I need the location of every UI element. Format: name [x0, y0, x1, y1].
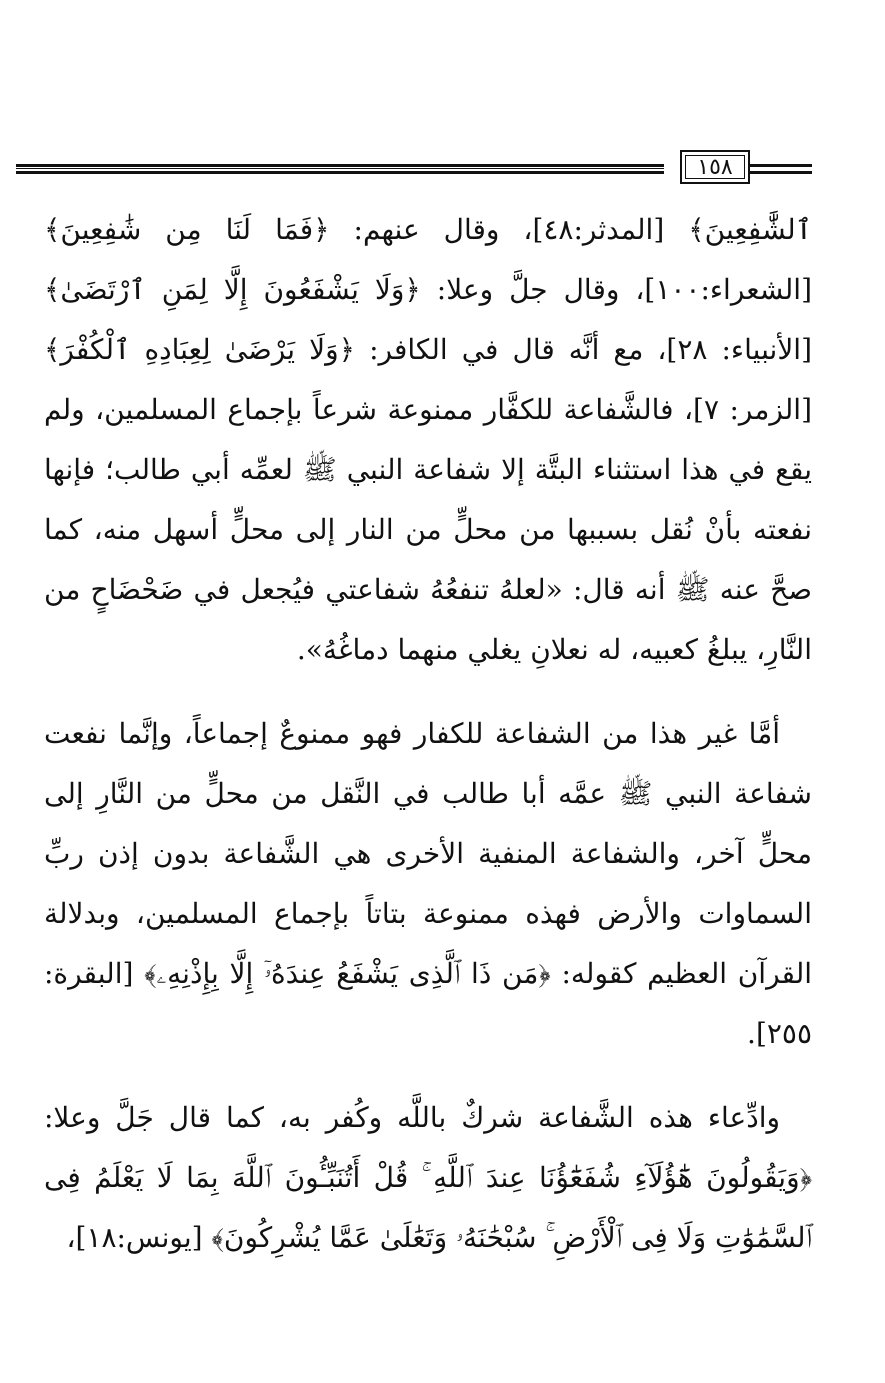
text-body — [44, 200, 812, 1268]
page-number-frame — [680, 150, 750, 184]
paragraph-1: ٱلشَّٰفِعِينَ﴾ [المدثر:٤٨]، وقال عنهم: ﴿فَمَا لَنَا مِن شَٰفِعِينَ﴾ [الشعراء:١٠٠]، وقال جلَّ وعلا: ﴿وَلَا يَشْفَعُونَ إِلَّا لِمَنِ ٱرْتَضَىٰ﴾ [الأنبياء: ٢٨]، مع أنَّه قال في الكافر: ﴿وَلَا يَرْضَىٰ لِعِبَادِهِ ٱلْكُفْرَ﴾ [الزمر: ٧]، فالشَّفاعة للكفَّار ممنوعة شرعاً بإجماع المسلمين، ولم يقع في هذا استثناء البتَّة إلا شفاعة النبي ﷺ لعمِّه أبي طالب؛ فإنها نفعته بأنْ نُقل بسببها من محلٍّ من النار إلى محلٍّ أسهل منه، كما صحَّ عنه ﷺ أنه قال: «لعلهُ تنفعُهُ شفاعتي فيُجعل في ضَحْضَاحٍ من النَّارِ، يبلغُ كعبيه، له نعلانِ يغلي منهما دماغُهُ». — [44, 213, 813, 666]
page-header — [16, 150, 812, 186]
header-rule-right — [750, 164, 812, 174]
paragraph-2: أمَّا غير هذا من الشفاعة للكفار فهو ممنوعٌ إجماعاً، وإنَّما نفعت شفاعة النبي ﷺ عمَّه أبا طالب في النَّقل من محلٍّ من النَّارِ إلى محلٍّ آخر، والشفاعة المنفية الأخرى هي الشَّفاعة بدون إذن ربِّ السماوات والأرض فهذه ممنوعة بتاتاً بإجماع المسلمين، وبدلالة القرآن العظيم كقوله: ﴿مَن ذَا ٱلَّذِى يَشْفَعُ عِندَهُۥٓ إِلَّا بِإِذْنِهِۦ﴾ [البقرة: ٢٥٥]. — [44, 717, 812, 1050]
header-rule-left — [16, 164, 664, 174]
page-number: ١٥٨ — [697, 154, 733, 180]
paragraph-3: وادِّعاء هذه الشَّفاعة شركٌ باللَّه وكُفر به، كما قال جَلَّ وعلا: ﴿وَيَقُولُونَ هَٰٓؤُلَآءِ شُفَعَٰٓؤُنَا عِندَ ٱللَّهِ ۚ قُلْ أَتُنَبِّـُٔونَ ٱللَّهَ بِمَا لَا يَعْلَمُ فِى ٱلسَّمَٰوَٰتِ وَلَا فِى ٱلْأَرْضِ ۚ سُبْحَٰنَهُۥ وَتَعَٰلَىٰ عَمَّا يُشْرِكُونَ﴾ [يونس:١٨]، — [44, 1101, 812, 1254]
